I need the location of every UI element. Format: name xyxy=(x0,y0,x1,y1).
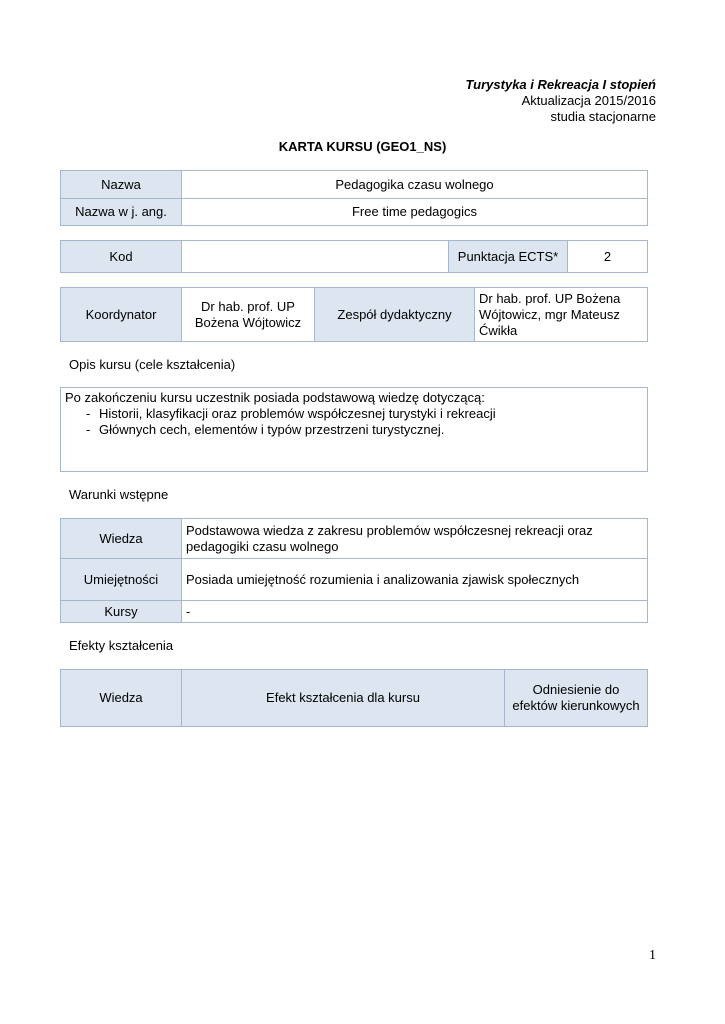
ects-value: 2 xyxy=(568,241,648,273)
outcomes-heading: Efekty kształcenia xyxy=(69,638,174,653)
update-year: Aktualizacja 2015/2016 xyxy=(521,93,656,108)
page-number: 1 xyxy=(649,948,656,963)
course-name-table xyxy=(60,170,648,226)
reference-header: Odniesienie do efektów kierunkowych xyxy=(505,670,648,727)
study-mode: studia stacjonarne xyxy=(550,109,656,124)
team-label: Zespół dydaktyczny xyxy=(315,288,475,342)
page-title: KARTA KURSU (GEO1_NS) xyxy=(278,139,447,154)
outcomes-table xyxy=(60,669,648,727)
outcome-header: Efekt kształcenia dla kursu xyxy=(182,670,505,727)
knowledge-value: Podstawowa wiedza z zakresu problemów współczesnej rekreacji oraz pedagogiki czasu wolnego xyxy=(182,519,648,559)
prerequisites-table xyxy=(60,518,648,623)
name-en-value: Free time pedagogics xyxy=(182,199,648,226)
code-value xyxy=(182,241,449,273)
team-value: Dr hab. prof. UP Bożena Wójtowicz, mgr Mateusz Ćwikła xyxy=(475,288,648,342)
skills-label: Umiejętności xyxy=(61,559,182,601)
code-label: Kod xyxy=(61,241,182,273)
document-header xyxy=(465,77,656,125)
list-item: - Głównych cech, elementów i typów przestrzeni turystycznej. xyxy=(86,422,445,437)
name-value: Pedagogika czasu wolnego xyxy=(182,171,648,199)
prerequisites-heading: Warunki wstępne xyxy=(69,487,169,502)
coordinator-table xyxy=(60,287,648,342)
courses-label: Kursy xyxy=(61,601,182,623)
description-intro: Po zakończeniu kursu uczestnik posiada podstawową wiedzę dotyczącą: xyxy=(65,390,485,405)
outcomes-knowledge-header: Wiedza xyxy=(61,670,182,727)
name-label: Nazwa xyxy=(61,171,182,199)
description-list xyxy=(61,406,647,438)
name-en-label: Nazwa w j. ang. xyxy=(61,199,182,226)
ects-label: Punktacja ECTS* xyxy=(449,241,568,273)
list-item: - Historii, klasyfikacji oraz problemów współczesnej turystyki i rekreacji xyxy=(86,406,496,421)
coordinator-label: Koordynator xyxy=(61,288,182,342)
courses-value: - xyxy=(182,601,648,623)
program-name: Turystyka i Rekreacja I stopień xyxy=(465,77,656,92)
description-box xyxy=(60,387,648,472)
code-table xyxy=(60,240,648,273)
description-heading: Opis kursu (cele kształcenia) xyxy=(69,357,236,372)
coordinator-value: Dr hab. prof. UP Bożena Wójtowicz xyxy=(182,288,315,342)
knowledge-label: Wiedza xyxy=(61,519,182,559)
skills-value: Posiada umiejętność rozumienia i analizowania zjawisk społecznych xyxy=(182,559,648,601)
